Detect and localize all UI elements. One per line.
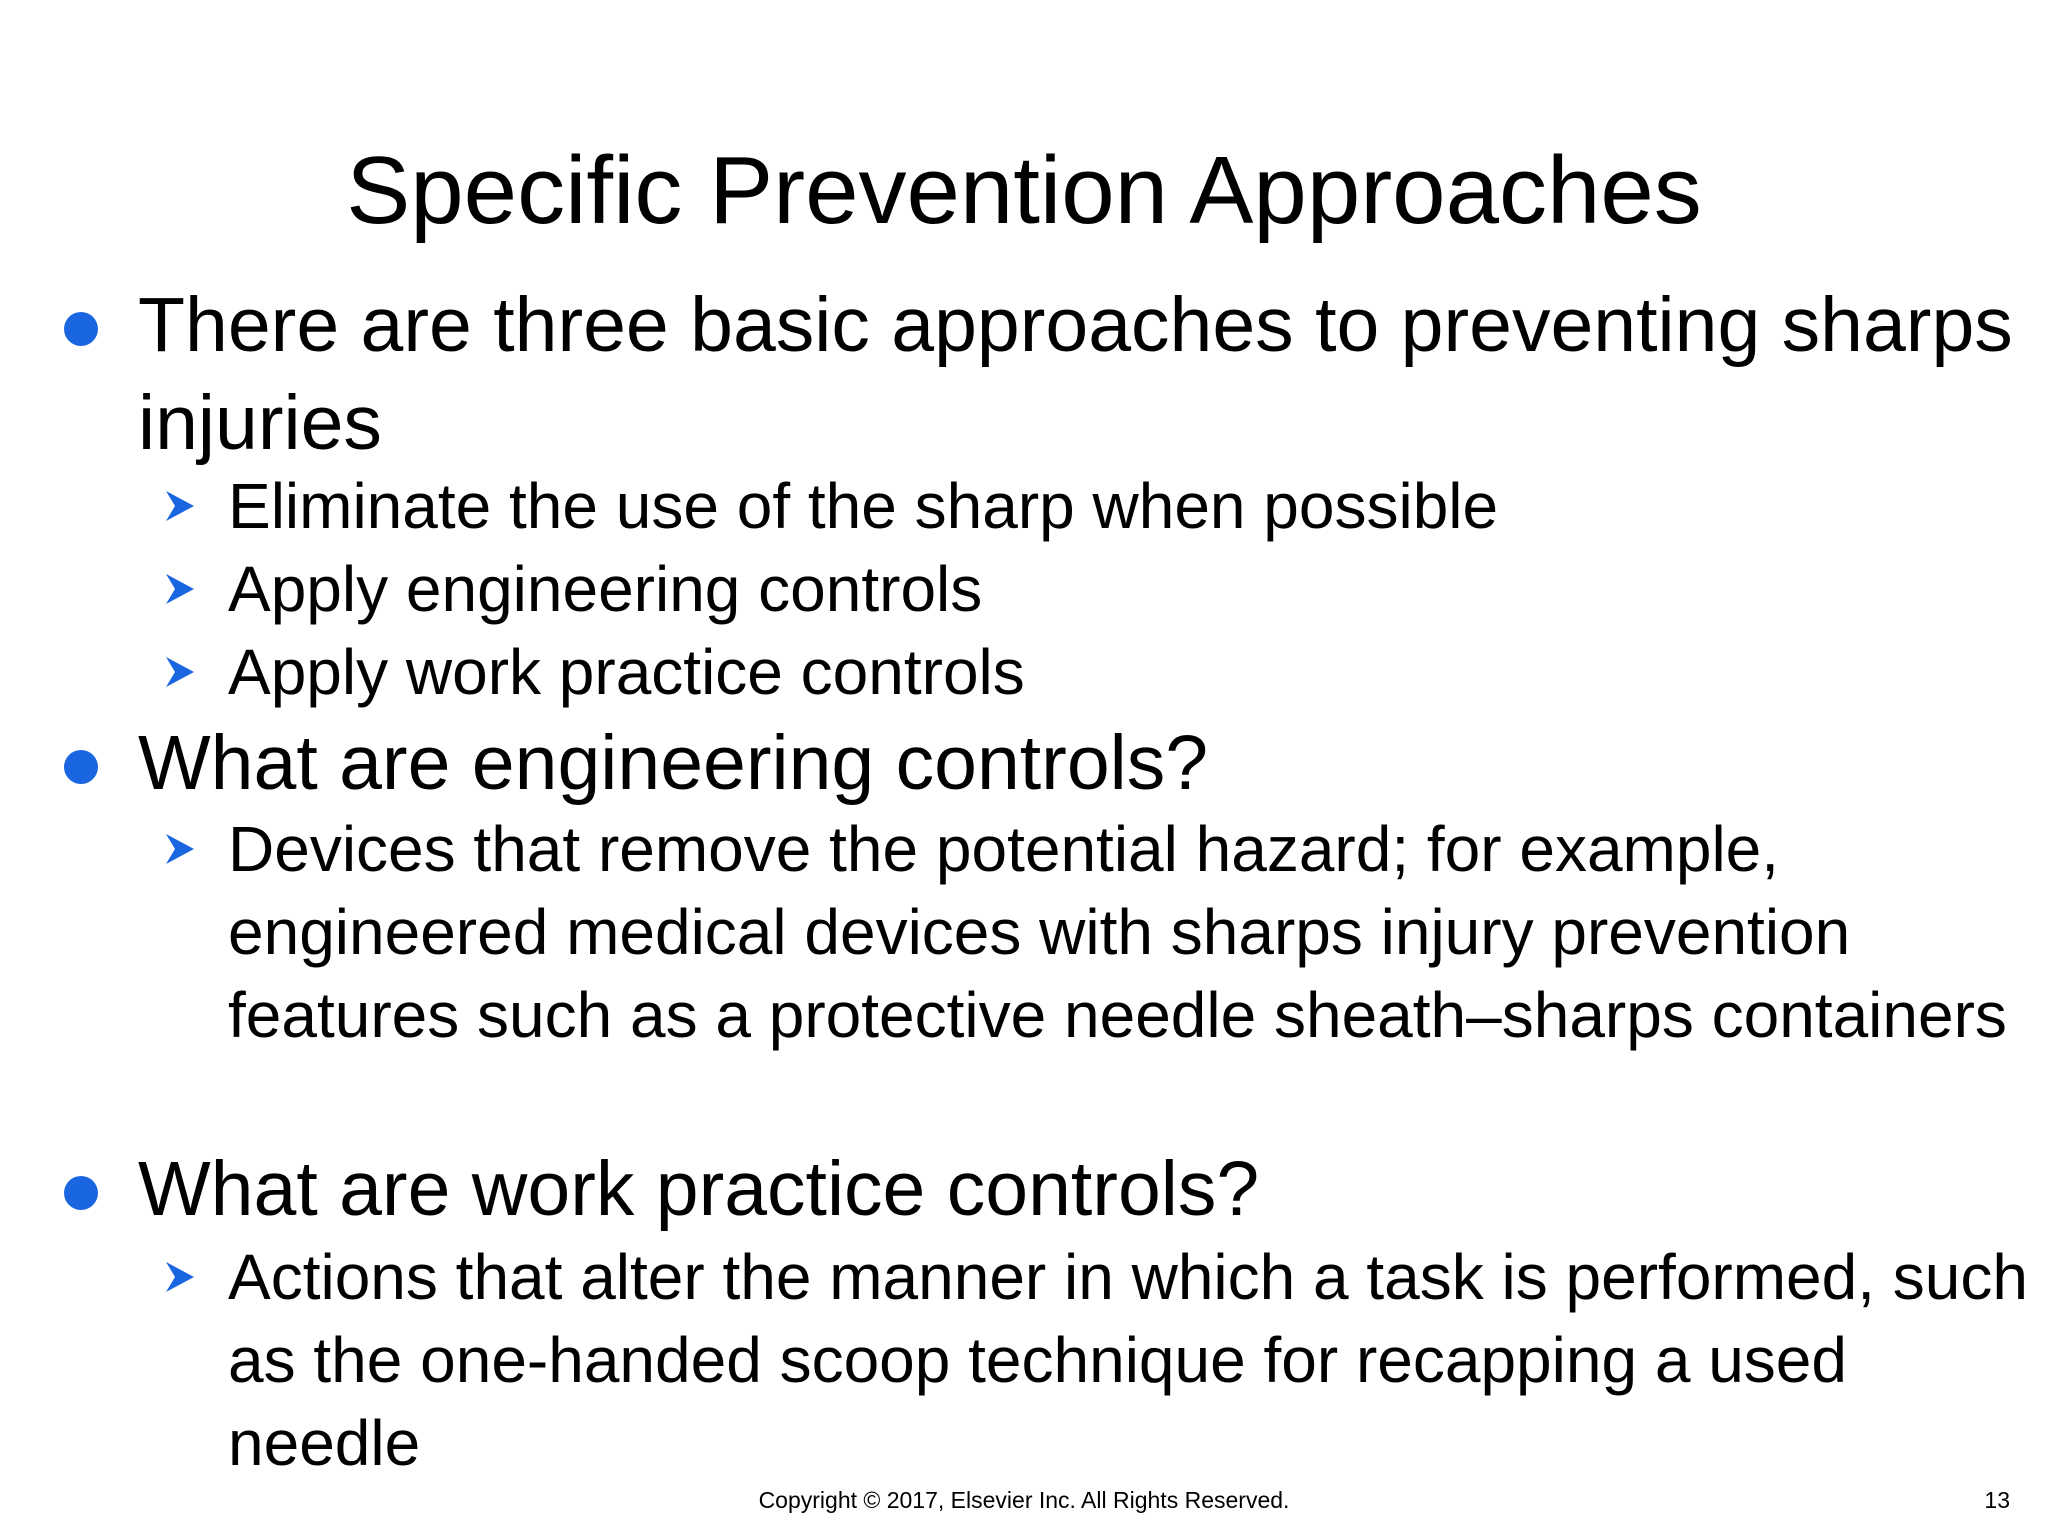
sub-bullet-text: Actions that alter the manner in which a task is performed, such as the one-handed scoop technique for recapping a used needle [228,1241,2028,1479]
bullet-text: What are work practice controls? [138,1146,1260,1232]
sub-bullet-text: Devices that remove the potential hazard; for example, engineered medical devices with sharps injury prevention features such as a protective needle sheath–sharps containers [228,813,2007,1051]
bullet-text: What are engineering controls? [138,720,1209,806]
sub-bullet-item [228,1236,2028,1485]
arrowhead-bullet-icon [164,1260,196,1294]
bullet-item [138,714,2018,812]
sub-bullet-item [228,808,2028,1057]
sub-bullet-item [228,548,2028,631]
sub-bullet-text: Apply engineering controls [228,553,983,625]
page-number: 13 [1984,1487,2010,1513]
filled-circle-bullet-icon [64,750,98,784]
bullet-item [138,1140,2018,1238]
slide-title: Specific Prevention Approaches [346,137,1702,244]
bullet-item [138,276,2018,472]
copyright-footer: Copyright © 2017, Elsevier Inc. All Rights Reserved. [758,1487,1290,1513]
arrowhead-bullet-icon [164,572,196,606]
filled-circle-bullet-icon [64,1176,98,1210]
arrowhead-bullet-icon [164,655,196,689]
sub-bullet-item [228,465,2028,548]
arrowhead-bullet-icon [164,489,196,523]
bullet-text: There are three basic approaches to preventing sharps injuries [138,282,2013,466]
arrowhead-bullet-icon [164,832,196,866]
sub-bullet-text: Eliminate the use of the sharp when possible [228,470,1499,542]
sub-bullet-text: Apply work practice controls [228,636,1025,708]
filled-circle-bullet-icon [64,312,98,346]
sub-bullet-item [228,631,2028,714]
